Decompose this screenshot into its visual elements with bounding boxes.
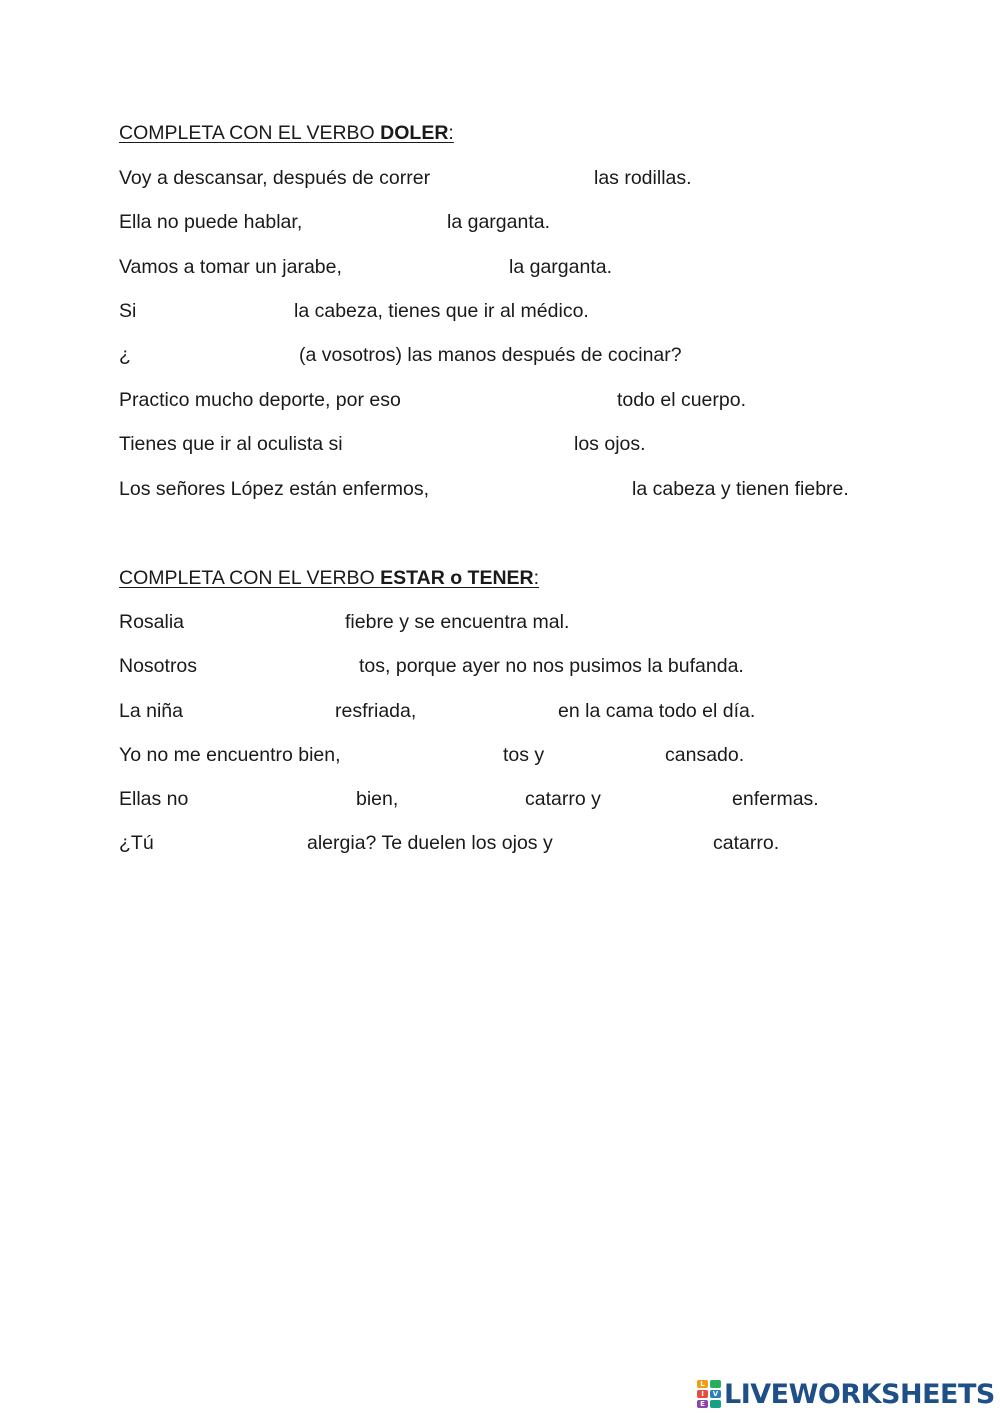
section2-heading xyxy=(119,565,539,591)
sentence-part: catarro. xyxy=(713,832,780,854)
sentence-part: fiebre y se encuentra mal. xyxy=(345,611,570,633)
sentence-part: Practico mucho deporte, por eso xyxy=(119,389,401,411)
sentence-part: Voy a descansar, después de correr xyxy=(119,167,431,189)
section2-heading-suffix: : xyxy=(533,567,540,589)
section1-heading-prefix: COMPLETA CON EL VERBO xyxy=(119,122,381,144)
logo-tile: L xyxy=(697,1380,708,1388)
logo-tile: I xyxy=(697,1390,708,1398)
sentence-part: los ojos. xyxy=(574,433,646,455)
sentence-part: Nosotros xyxy=(119,655,198,677)
sentence-part: la cabeza, tienes que ir al médico. xyxy=(294,300,589,322)
sentence-part: tos, porque ayer no nos pusimos la bufanda. xyxy=(359,655,744,677)
sentence-part: tos y xyxy=(503,744,545,766)
sentence-part: la garganta. xyxy=(447,211,550,233)
logo-tile: V xyxy=(710,1390,721,1398)
section1-heading xyxy=(119,120,454,146)
section2-heading-verbs: ESTAR o TENER xyxy=(380,567,534,589)
sentence-part: Tienes que ir al oculista si xyxy=(119,433,343,455)
liveworksheets-wordmark: LIVEWORKSHEETS xyxy=(724,1378,995,1410)
sentence-part: catarro y xyxy=(525,788,601,810)
sentence-part: cansado. xyxy=(665,744,745,766)
sentence-part: Yo no me encuentro bien, xyxy=(119,744,341,766)
sentence-part: Vamos a tomar un jarabe, xyxy=(119,256,342,278)
sentence-part: todo el cuerpo. xyxy=(617,389,747,411)
sentence-part: en la cama todo el día. xyxy=(558,700,756,722)
logo-tile xyxy=(710,1400,721,1408)
sentence-part: enfermas. xyxy=(732,788,819,810)
sentence-part: Si xyxy=(119,300,137,322)
logo-tile: E xyxy=(697,1400,708,1408)
liveworksheets-logo-icon xyxy=(697,1380,721,1408)
section1-heading-verb: DOLER xyxy=(380,122,449,144)
sentence-part: ¿Tú xyxy=(119,832,154,854)
sentence-part: bien, xyxy=(356,788,399,810)
sentence-part: las rodillas. xyxy=(594,167,692,189)
sentence-part: (a vosotros) las manos después de cocinar? xyxy=(299,344,682,366)
sentence-part: la cabeza y tienen fiebre. xyxy=(632,478,849,500)
sentence-part: La niña xyxy=(119,700,183,722)
sentence-part: Ella no puede hablar, xyxy=(119,211,303,233)
logo-tile xyxy=(710,1380,721,1388)
section2-heading-prefix: COMPLETA CON EL VERBO xyxy=(119,567,381,589)
sentence-part: resfriada, xyxy=(335,700,417,722)
sentence-part: ¿ xyxy=(119,344,131,366)
liveworksheets-brand xyxy=(697,1377,995,1411)
sentence-part: la garganta. xyxy=(509,256,612,278)
sentence-part: alergia? Te duelen los ojos y xyxy=(307,832,553,854)
sentence-part: Rosalia xyxy=(119,611,185,633)
section1-heading-suffix: : xyxy=(448,122,454,144)
sentence-part: Ellas no xyxy=(119,788,189,810)
sentence-part: Los señores López están enfermos, xyxy=(119,478,430,500)
